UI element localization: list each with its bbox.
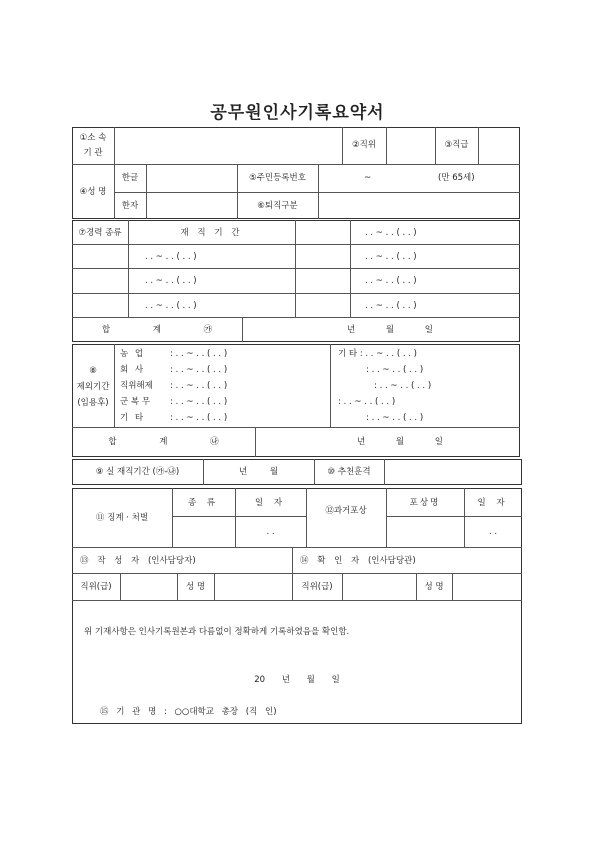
suspension-date[interactable]: : . . ~ . . ( . . ): [170, 381, 228, 391]
company-label: 회 사: [120, 365, 146, 375]
discipline-kind-field[interactable]: [174, 527, 233, 537]
farming-date[interactable]: : . . ~ . . ( . . ): [170, 349, 228, 359]
actual-service-label: ⑨ 실 재직기간 (㉮-㉯): [95, 467, 180, 477]
career-total-label: 합 계 ㉮: [101, 325, 213, 335]
excluded-total-label: 합 계 ㉯: [108, 437, 219, 447]
career-date-l4[interactable]: . . ~ . . ( . . ): [145, 301, 197, 311]
org-label-2: 기 관: [83, 148, 103, 158]
discipline-confirm-section: [72, 488, 522, 724]
other-right-4[interactable]: : . . ~ . . ( . . ): [338, 397, 396, 407]
discipline-kind-header: 종 류: [187, 498, 220, 508]
award-label: ⑩ 추천훈격: [327, 467, 371, 477]
award-date-header: 일 자: [477, 498, 509, 508]
grade-field[interactable]: [478, 140, 518, 150]
career-section: [72, 220, 520, 342]
award-field[interactable]: [386, 467, 520, 477]
page-title: 공무원인사기록요약서: [210, 103, 385, 123]
career-date-l2[interactable]: . . ~ . . ( . . ): [145, 252, 197, 262]
actual-service-field[interactable]: 년 월: [238, 467, 279, 477]
career-date-r4[interactable]: . . ~ . . ( . . ): [365, 301, 417, 311]
award-name-field[interactable]: [388, 527, 462, 537]
other-right-1[interactable]: 기 타 : . . ~ . . ( . . ): [338, 349, 417, 359]
excluded-total-ymd[interactable]: 년 월 일: [356, 437, 444, 447]
org-label: ①소 속: [79, 133, 107, 143]
career-total-ymd[interactable]: 년 월 일: [346, 325, 434, 335]
discipline-date-header: 일 자: [254, 498, 287, 508]
writer-label: ⑬ 작 성 자 (인사담당자): [80, 556, 196, 566]
military-date[interactable]: : . . ~ . . ( . . ): [170, 397, 228, 407]
period-header: 재 직 기 간: [180, 228, 243, 238]
checker-position-label: 직위(급): [301, 582, 333, 592]
checker-name-label: 성 명: [424, 582, 444, 592]
writer-position-field[interactable]: [122, 582, 176, 592]
grade-label: ③직급: [444, 140, 469, 150]
excluded-label-3: (임용후): [77, 398, 109, 408]
checker-position-field[interactable]: [344, 582, 414, 592]
name-label: ④성 명: [79, 187, 107, 197]
checker-label: ⑭ 확 인 자 (인사담당관): [300, 556, 416, 566]
checker-name-field[interactable]: [454, 582, 520, 592]
other-label: 기 타: [120, 413, 146, 423]
career-date-r1[interactable]: . . ~ . . ( . . ): [365, 228, 417, 238]
company-date[interactable]: : . . ~ . . ( . . ): [170, 365, 228, 375]
institution-name: ⑮ 기 관 명 : ○○대학교 총장 (직 인): [100, 707, 277, 717]
farming-label: 농 업: [120, 349, 146, 359]
confirmation-statement: 위 기재사항은 인사기록원본과 다름없이 정확하게 기록하였음을 확인함.: [84, 627, 350, 637]
other-right-3[interactable]: : . . ~ . . ( . . ): [374, 381, 432, 391]
age-text: (만 65세): [438, 173, 475, 183]
confirmation-date[interactable]: 20 년 월 일: [254, 675, 340, 685]
award-date-field[interactable]: . .: [488, 527, 498, 537]
career-date-r3[interactable]: . . ~ . . ( . . ): [365, 276, 417, 286]
past-award-label: ⑫과거포상: [325, 506, 367, 516]
discipline-label: ⑪ 징계 · 처벌: [95, 513, 149, 523]
award-name-header: 포상명: [409, 498, 441, 508]
rrn-label: ⑤주민등록번호: [249, 173, 306, 183]
other-date[interactable]: : . . ~ . . ( . . ): [170, 413, 228, 423]
retire-field[interactable]: [320, 201, 518, 211]
hanja-name-field[interactable]: [148, 201, 236, 211]
suspension-label: 직위해제: [120, 381, 153, 391]
other-right-5[interactable]: : . . ~ . . ( . . ): [366, 413, 424, 423]
discipline-date-field[interactable]: . .: [266, 527, 275, 537]
other-right-2[interactable]: : . . ~ . . ( . . ): [366, 365, 424, 375]
military-label: 군 복 무: [120, 397, 151, 407]
writer-name-field[interactable]: [216, 582, 290, 592]
org-field[interactable]: [114, 140, 342, 150]
career-kind-label: ⑦경력 종류: [78, 228, 122, 238]
position-label: ②직위: [351, 140, 377, 150]
writer-name-label: 성 명: [185, 582, 206, 592]
excluded-label-2: 제외기간: [76, 382, 110, 392]
hangul-label: 한글: [121, 173, 139, 183]
career-date-r2[interactable]: . . ~ . . ( . . ): [365, 252, 417, 262]
retire-label: ⑥퇴직구분: [257, 201, 298, 211]
rrn-field[interactable]: ~: [364, 173, 372, 183]
career-date-l3[interactable]: . . ~ . . ( . . ): [145, 276, 197, 286]
hangul-name-field[interactable]: [148, 173, 236, 183]
position-field[interactable]: [386, 140, 435, 150]
writer-position-label: 직위(급): [80, 582, 112, 592]
excluded-label-1: ⑧: [89, 366, 97, 376]
hanja-label: 한자: [121, 201, 139, 211]
